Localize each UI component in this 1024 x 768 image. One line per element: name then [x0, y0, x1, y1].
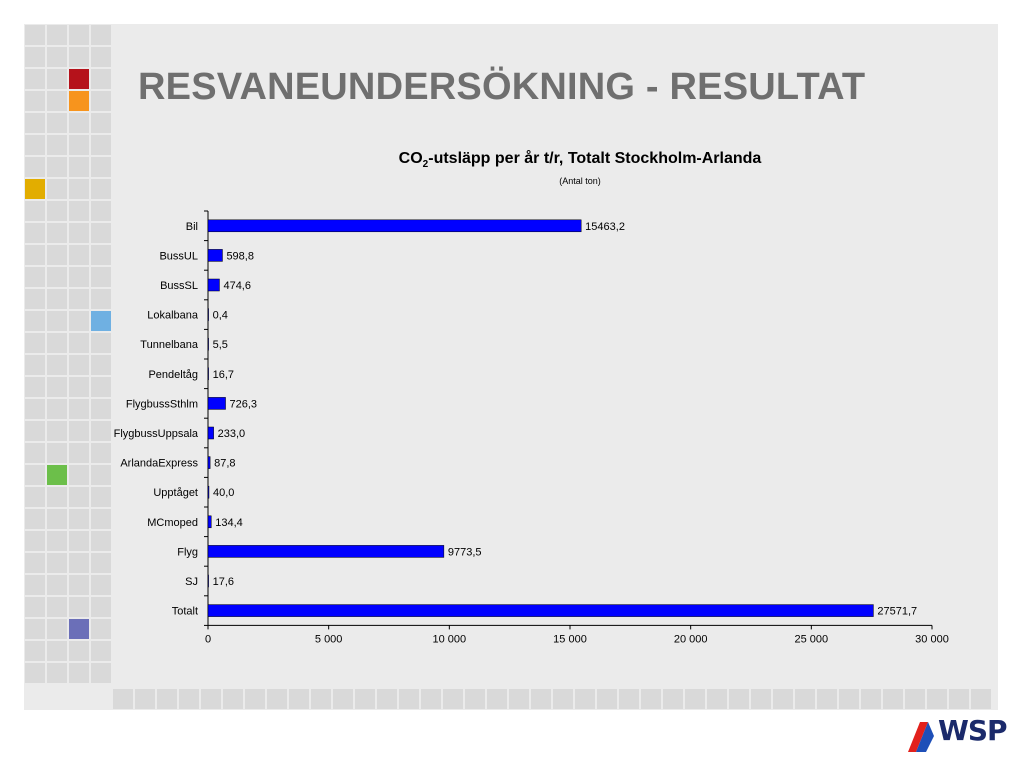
- data-label: 40,0: [212, 487, 235, 500]
- x-tick-label: 20 000: [673, 633, 708, 646]
- category-label: Bil: [185, 220, 198, 233]
- x-tick-label: 5 000: [314, 633, 343, 646]
- category-label: ArlandaExpress: [120, 457, 198, 470]
- bar: [208, 368, 209, 380]
- category-label: FlygbussUppsala: [113, 428, 198, 440]
- category-label: Lokalbana: [147, 309, 198, 322]
- bar: [208, 486, 209, 498]
- category-label: Flyg: [177, 546, 198, 559]
- category-label: MCmoped: [147, 516, 198, 529]
- x-tick-label: 0: [204, 633, 212, 646]
- x-tick-label: 30 000: [915, 633, 949, 646]
- bar: [208, 279, 219, 291]
- category-label: Tunnelbana: [140, 339, 198, 352]
- bar: [208, 249, 222, 261]
- category-label: FlygbussSthlm: [125, 398, 198, 411]
- chart-title-prefix: CO: [398, 150, 423, 167]
- x-tick-label: 25 000: [794, 633, 829, 646]
- category-label: Upptåget: [153, 487, 198, 500]
- category-label: BussSL: [160, 280, 198, 292]
- data-label: 598,8: [226, 250, 254, 263]
- bar: [208, 516, 211, 528]
- chart-title-subscript: 2: [422, 159, 429, 171]
- slide-title: RESVANEUNDERSÖKNING - RESULTAT: [138, 66, 866, 108]
- category-label: SJ: [185, 576, 198, 588]
- bar: [208, 605, 873, 617]
- x-tick-label: 10 000: [432, 633, 467, 646]
- x-tick-label: 15 000: [553, 633, 587, 646]
- bar: [208, 427, 214, 439]
- bar: [208, 338, 209, 350]
- data-label: 87,8: [214, 457, 236, 470]
- data-label: 134,4: [215, 516, 243, 529]
- wsp-logo-text: WSP: [938, 714, 1007, 747]
- bar: [208, 220, 581, 232]
- bar: [208, 575, 209, 587]
- data-label: 17,6: [212, 576, 235, 588]
- category-label: BussUL: [159, 250, 198, 263]
- bar: [208, 545, 444, 557]
- data-label: 0,4: [212, 309, 228, 322]
- data-label: 726,3: [229, 398, 258, 411]
- data-label: 233,0: [217, 428, 246, 440]
- data-label: 27571,7: [877, 605, 918, 618]
- data-label: 15463,2: [585, 220, 625, 233]
- category-label: Pendeltåg: [148, 368, 198, 381]
- data-label: 474,6: [223, 280, 251, 292]
- chart-subtitle: (Antal ton): [559, 176, 601, 186]
- bar: [208, 397, 226, 409]
- data-label: 5,5: [212, 339, 228, 352]
- chart-title-suffix: -utsläpp per år t/r, Totalt Stockholm-Arlanda: [428, 150, 762, 167]
- category-label: Totalt: [171, 605, 198, 618]
- bar: [208, 457, 210, 469]
- data-label: 16,7: [212, 368, 235, 381]
- data-label: 9773,5: [447, 546, 482, 559]
- bar: [208, 309, 209, 321]
